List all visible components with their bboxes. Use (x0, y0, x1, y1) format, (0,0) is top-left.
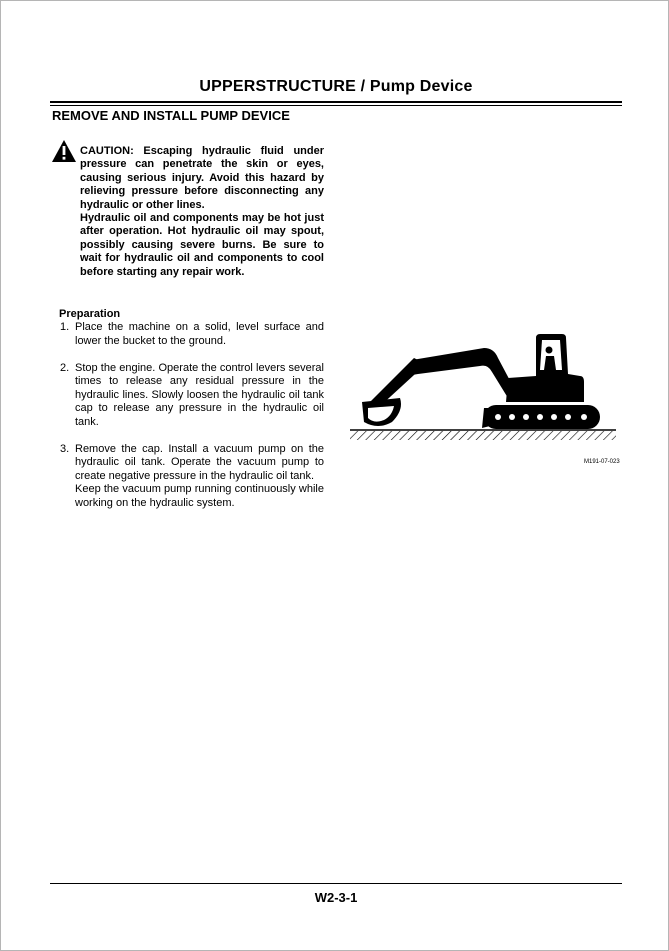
footer-rule (50, 883, 622, 884)
step-text: Stop the engine. Operate the control levers several times to release any residual pressure in the hydraulic lines. Slowly loosen the hydraulic oil tank cap to release any pressure in the hydraulic oil tank. (75, 361, 324, 428)
header-rule-thin (50, 105, 622, 106)
caution-paragraph-1: CAUTION: Escaping hydraulic fluid under pressure can penetrate the skin or eyes, causing serious injury. Avoid this hazard by relieving pressure before disconnecting any hydraulic or other lines. (80, 145, 324, 211)
preparation-steps (60, 321, 324, 524)
figure-id: M191-07-023 (584, 459, 620, 465)
step-text: Place the machine on a solid, level surface and lower the bucket to the ground. (75, 321, 324, 347)
list-item (60, 321, 324, 348)
section-title: REMOVE AND INSTALL PUMP DEVICE (52, 108, 290, 123)
page-header-title: UPPERSTRUCTURE / Pump Device (199, 78, 473, 95)
step-number: 2. (60, 361, 70, 374)
list-item (60, 362, 324, 430)
step-text: Keep the vacuum pump running continuously while working on the hydraulic system. (75, 483, 324, 509)
preparation-heading: Preparation (59, 308, 121, 320)
step-text: Remove the cap. Install a vacuum pump on the hydraulic oil tank. Operate the vacuum pump to create negative pressure in the hydraulic oil tank. (75, 442, 324, 482)
caution-block (80, 145, 324, 279)
step-number: 1. (60, 321, 70, 333)
step-number: 3. (60, 442, 70, 455)
page-number: W2-3-1 (314, 890, 358, 905)
warning-triangle-icon (52, 140, 76, 162)
list-item (60, 443, 324, 511)
caution-paragraph-2: Hydraulic oil and components may be hot just after operation. Hot hydraulic oil may spout, possibly causing severe burns. Be sure to wait for hydraulic oil and components to cool before starting any repair work. (80, 212, 324, 278)
header-rule-thick (50, 101, 622, 103)
excavator-icon (350, 334, 616, 440)
excavator-figure (348, 330, 622, 440)
